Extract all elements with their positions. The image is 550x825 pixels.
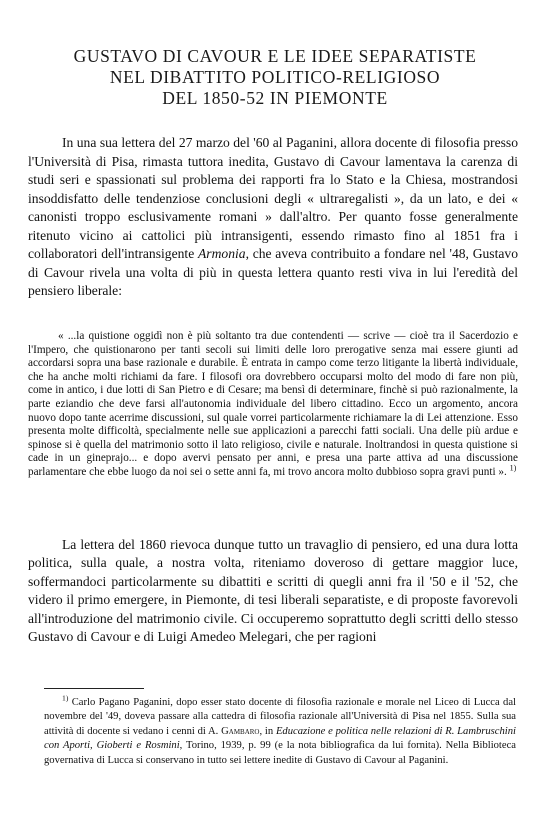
article-title: [40, 46, 510, 109]
title-line-2: NEL DIBATTITO POLITICO-RELIGIOSO: [109, 67, 441, 87]
title-line-3: DEL 1850-52 IN PIEMONTE: [162, 88, 388, 108]
intro-text-2: , che aveva contribuito a fondare nel '48, Gustavo di Cavour rivela una volta di più in questa lettera quanto resti viva in lui l'eredità del pensiero liberale:: [28, 246, 518, 298]
title-line-1: GUSTAVO DI CAVOUR E LE IDEE SEPARATISTE: [73, 46, 477, 66]
second-paragraph-text: La lettera del 1860 rievoca dunque tutto un travaglio di pensiero, ed una dura lotta politica, sulla quale, a nostra volta, riteniamo doveroso di gettare maggior luce, soffermandoci particolarmente su dibattiti e scritti di quegli anni fra il '50 e il '52, che videro il primo emergere, in Piemonte, di tesi liberali separatiste, e di proposte favorevoli all'introduzione del matrimonio civile. Ci occuperemo soprattutto degli scritti dello stesso Gustavo di Cavour e di Luigi Amedeo Melegari, che per ragioni: [28, 537, 518, 645]
footnote-work-title: Educazione e politica nelle relazioni di R. Lambruschini con Aporti, Gioberti e Rosmini: [44, 725, 516, 752]
armonia-journal-name: Armonia: [197, 246, 246, 261]
block-quote: [28, 330, 518, 480]
footnote-text-2: , in: [259, 725, 276, 737]
intro-text-1: In una sua lettera del 27 marzo del '60 al Paganini, allora docente di filosofia presso l'Università di Pisa, rimasta tuttora inedita, Gustavo di Cavour lamentava la carenza di studi seri e spassionati sul problema dei rapporti fra lo Stato e la Chiesa, mostrandosi insoddisfatto delle tendenziose conclusioni degli « ultraregalisti », da un lato, e dei « canonisti troppo esclusivamente romani » dall'altro. Per quanto fosse generalmente ritenuto vicino ai cattolici più intransigenti, essendo rimasto fino al 1851 fra i collaboratori dell'intransigente: [28, 135, 518, 261]
second-paragraph: [28, 536, 518, 646]
footnote-reference: 1): [509, 463, 517, 473]
footnote: [44, 693, 516, 768]
footnote-mark: 1): [62, 693, 69, 703]
footnote-text-1: Carlo Pagano Paganini, dopo esser stato docente di filosofia razionale e morale nel Liceo di Lucca dal novembre del '49, doveva passare alla cattedra di filosofia razionale all'Università di Pisa nel 1855. Sulla sua attività di docente si vedano i cenni di A.: [44, 697, 516, 737]
footnote-text-3: , Torino, 1939, p. 99 (e la nota bibliografica da lui fornita). Nella Biblioteca governativa di Lucca si conservano in tutto sei lettere inedite di Gustavo di Cavour al Paganini.: [44, 740, 516, 766]
footnote-divider: [44, 688, 144, 689]
footnote-author: Gambaro: [221, 725, 260, 737]
intro-paragraph: [28, 134, 518, 301]
quote-text: « ...la quistione oggidì non è più soltanto tra due contendenti — scrive — cioè tra il Sacerdozio e l'Impero, che quistionarono per tanti secoli sui limiti delle loro prerogative senza mai essere giunti ad accordarsi sopra una base razionale e durabile. È entrata in campo come terzo litigante la libertà individuale, che ha anche molti richiami da fare. I filosofi ora dovrebbero occuparsi molto del modo di fare non più, come in antico, i due lotti di San Pietro e di Cesare; ma bensì di determinare, finchè si può razionalmente, la parte eziandio che deve farsi all'autonomia individuale del libero cittadino. Ecco un argomento, ancora nuovo dopo tante acerrime discussioni, sul quale vorrei particolarmente richiamare la di Lei attenzione. Esso presenta molte difficoltà, specialmente nelle sue applicazioni a parecchi fatti sociali. Una delle più ardue e spinose si è quella del matrimonio sotto il lato religioso, civile e naturale. Inoltrandosi in questa quistione si cade in un gineprajo... e dopo avervi pensato per anni, e presa una parte attiva ad una discussione parlamentare che ebbe luogo da noi sei o sette anni fa, mi trovo ancora molto dubbioso sopra gravi punti ».: [28, 330, 518, 478]
